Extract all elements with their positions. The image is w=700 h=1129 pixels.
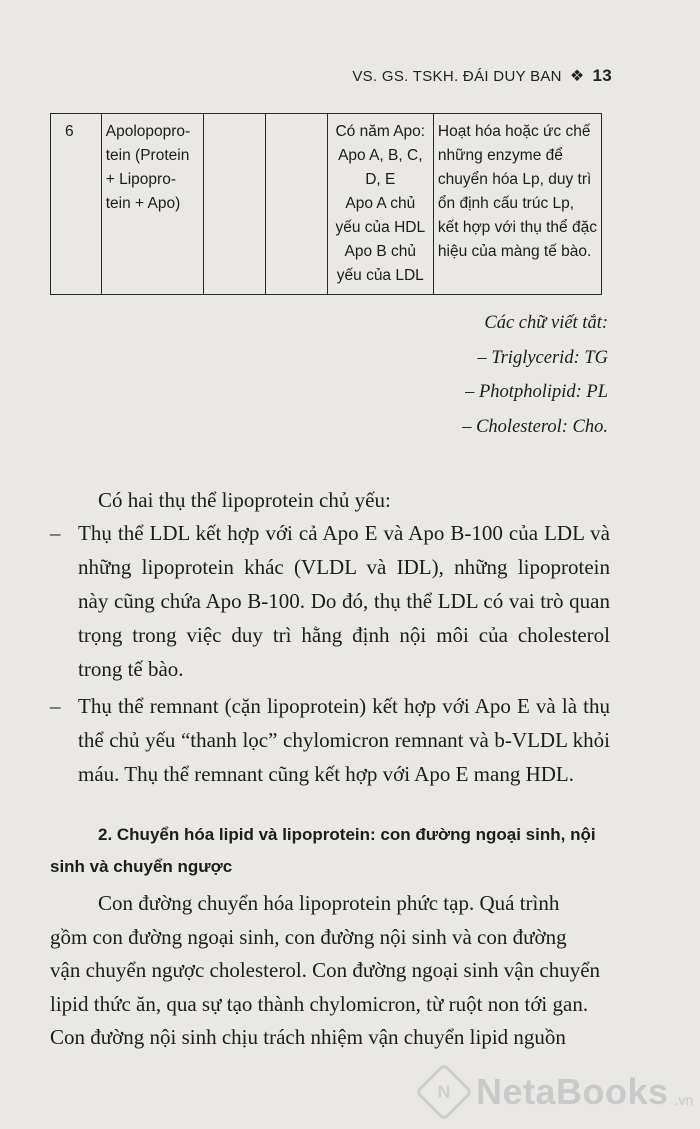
- cell-line: ổn định cấu trúc Lp,: [437, 195, 575, 212]
- paragraph-line: vận chuyển ngược cholesterol. Con đường ngoại sinh vận chuyển: [50, 958, 601, 982]
- paragraph-line: Con đường chuyển hóa lipoprotein phức tạp. Quá trình: [98, 891, 560, 915]
- cell-line: Apo B chủ: [344, 243, 417, 260]
- cell-line: Apo A chủ: [345, 195, 416, 212]
- ornament-icon: ❖: [569, 68, 585, 85]
- paragraph-line: gồm con đường ngoại sinh, con đường nội sinh và con đường: [50, 924, 567, 949]
- cell-function: [433, 114, 601, 295]
- logo-domain: .vn: [674, 1092, 694, 1108]
- abbreviations-title: Các chữ viết tắt:: [484, 313, 608, 333]
- abbreviation-item: – Cholesterol: Cho.: [462, 416, 608, 437]
- header-authors: VS. GS. TSKH. ĐÁI DUY BAN: [352, 67, 562, 85]
- logo-word: NetaBooks: [476, 1071, 669, 1112]
- cell-line: những enzyme để: [437, 147, 563, 164]
- row-number: 6: [51, 114, 102, 295]
- cell-line: Hoạt hóa hoặc ức chế: [437, 123, 591, 140]
- dash-marker: –: [50, 521, 61, 545]
- cell-line: Apo A, B, C,: [338, 147, 423, 164]
- cell-name: [101, 114, 203, 295]
- page-number: 13: [592, 66, 612, 85]
- cell-empty: [265, 114, 327, 295]
- cell-line: D, E: [365, 171, 396, 188]
- bullet-text: Thụ thể LDL kết hợp với cả Apo E và Apo B-100 của LDL và những lipoprotein khác (VLDL và IDL), những lipoprotein này cũng chứa Apo B-100. Do đó, thụ thể LDL có vai trò quan trọng trong việc duy trì hằng định nội môi của cholesterol trong tế bào.: [78, 521, 610, 681]
- cell-line: kết hợp với thụ thể đặc: [437, 219, 597, 236]
- list-item: [50, 516, 610, 686]
- running-header: [352, 66, 612, 86]
- cell-empty: [203, 114, 265, 295]
- bullet-text: Thụ thể remnant (cặn lipoprotein) kết hợp với Apo E và là thụ thể chủ yếu “thanh lọc” chylomicron remnant và b-VLDL khỏi máu. Thụ thể remnant cũng kết hợp với Apo E mang HDL.: [78, 694, 610, 786]
- logo-icon: N: [415, 1063, 474, 1122]
- cell-line: chuyển hóa Lp, duy trì: [437, 171, 592, 188]
- cell-line: hiệu của màng tế bào.: [437, 243, 592, 260]
- cell-line: yếu của LDL: [336, 267, 424, 284]
- cell-apo: [327, 114, 433, 295]
- lipoprotein-table: [50, 113, 602, 295]
- cell-line: tein (Protein: [105, 147, 190, 164]
- intro-text: Có hai thụ thể lipoprotein chủ yếu:: [98, 488, 391, 512]
- body-paragraph: [50, 887, 611, 1055]
- bullet-list: [50, 516, 610, 791]
- paragraph-line: lipid thức ăn, qua sự tạo thành chylomicron, từ ruột non tới gan.: [50, 991, 589, 1016]
- cell-line: Có năm Apo:: [335, 123, 426, 140]
- watermark-logo: [418, 1066, 693, 1118]
- abbreviation-item: – Triglycerid: TG: [477, 347, 608, 368]
- dash-marker: –: [50, 694, 61, 718]
- cell-line: tein + Apo): [105, 195, 181, 212]
- abbreviation-item: – Photpholipid: PL: [465, 382, 608, 402]
- cell-line: + Lipopro-: [105, 171, 176, 188]
- list-item: [50, 689, 610, 791]
- cell-line: Apolopopro-: [105, 123, 191, 140]
- section-heading-line: 2. Chuyển hóa lipid và lipoprotein: con đường ngoại sinh, nội: [98, 825, 596, 844]
- abbreviations-block: [462, 306, 608, 444]
- paragraph-line: Con đường nội sinh chịu trách nhiệm vận chuyển lipid nguồn: [50, 1025, 566, 1049]
- cell-line: yếu của HDL: [335, 219, 426, 236]
- section-heading-line: sinh và chuyển ngược: [50, 857, 233, 876]
- section-heading: [50, 819, 618, 883]
- table-row: [51, 114, 602, 295]
